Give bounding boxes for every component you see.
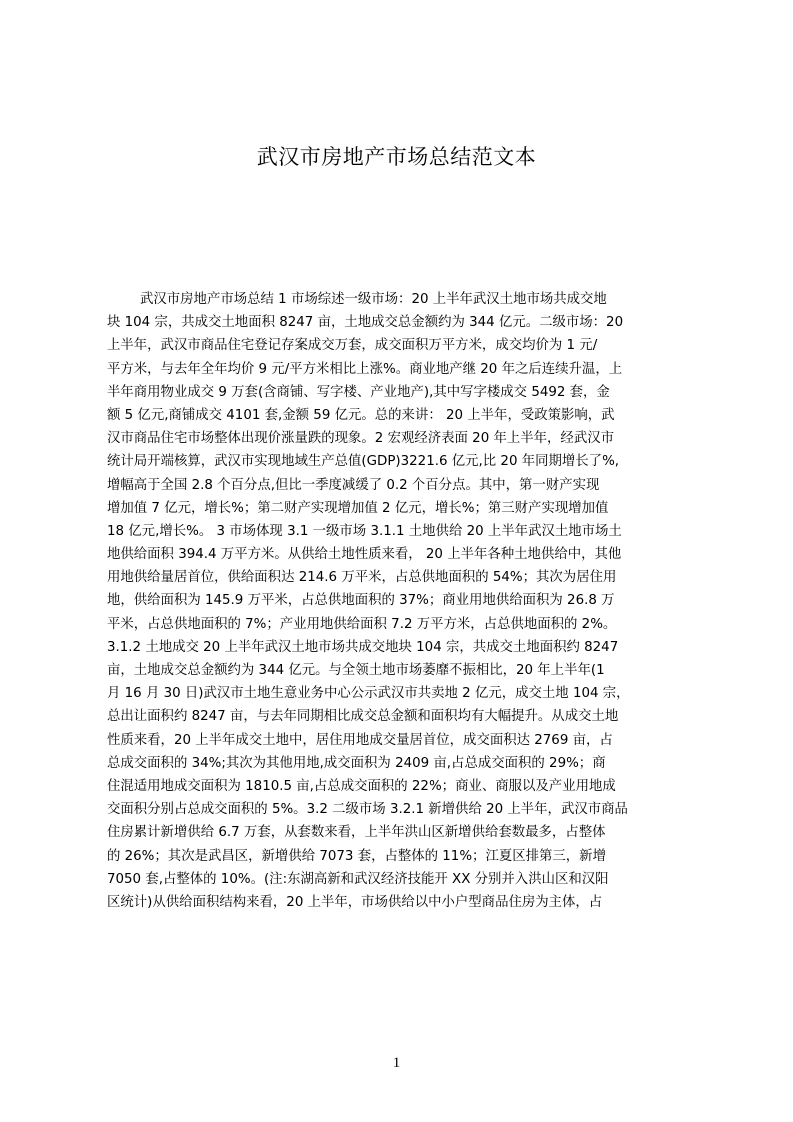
text-line: 性质来看，20 上半年成交土地中，居住用地成交量居首位，成交面积达 2769 亩，占 <box>107 732 613 748</box>
text-line: 地，供给面积为 145.9 万平米，占总供地面积的 37%；商业用地供给面积为 26.8 万 <box>107 593 615 609</box>
text-line: 额 5 亿元,商铺成交 4101 套,金额 59 亿元。总的来讲： 20 上半年，受政策影响，武 <box>107 407 615 423</box>
text-line: 7050 套,占整体的 10%。(注:东湖高新和武汉经济技能开 XX 分别并入洪山区和汉阳 <box>107 871 609 887</box>
text-line: 用地供给量居首位，供给面积达 214.6 万平米，占总供地面积的 54%；其次为居住用 <box>107 570 617 586</box>
text-line: 交面积分别占总成交面积的 5%。3.2 二级市场 3.2.1 新增供给 20 上半年，武汉市商品 <box>107 802 628 818</box>
text-line: 半年商用物业成交 9 万套(含商铺、写字楼、产业地产),其中写字楼成交 5492 套，金 <box>107 384 610 400</box>
body-paragraph <box>107 288 697 910</box>
text-line: 3.1.2 土地成交 20 上半年武汉土地市场共成交地块 104 宗，共成交土地面积约 8247 <box>107 639 619 655</box>
text-line: 总成交面积的 34%;其次为其他用地,成交面积为 2409 亩,占总成交面积的 29%；商 <box>107 755 606 771</box>
text-line: 武汉市房地产市场总结 1 市场综述一级市场：20 上半年武汉土地市场共成交地 <box>140 292 607 307</box>
text-line: 平米，占总供地面积的 7%；产业用地供给面积 7.2 万平方米，占总供地面积的 2%。 <box>107 616 617 632</box>
text-line: 区统计)从供给面积结构来看，20 上半年，市场供给以中小户型商品住房为主体，占 <box>107 894 603 910</box>
text-line: 汉市商品住宅市场整体出现价涨量跌的现象。2 宏观经济表面 20 年上半年，经武汉市 <box>107 431 614 447</box>
text-line: 住房累计新增供给 6.7 万套，从套数来看，上半年洪山区新增供给套数最多，占整体 <box>107 825 606 841</box>
page-title: 武汉市房地产市场总结范文本 <box>256 145 537 169</box>
text-line: 亩，土地成交总金额约为 344 亿元。与全领土地市场萎靡不振相比，20 年上半年(1 <box>107 663 605 678</box>
text-line: 增加值 7 亿元，增长%；第二财产实现增加值 2 亿元，增长%；第三财产实现增加值 <box>107 500 609 516</box>
text-line: 18 亿元,增长%。 3 市场体现 3.1 一级市场 3.1.1 土地供给 20 上半年武汉土地市场土 <box>107 523 622 539</box>
text-line: 地供给面积 394.4 万平方米。从供给土地性质来看， 20 上半年各种土地供给中，其他 <box>107 547 622 563</box>
text-line: 增幅高于全国 2.8 个百分点,但比一季度减缓了 0.2 个百分点。其中，第一财产实现 <box>107 477 600 493</box>
text-line: 月 16 月 30 日)武汉市土地生意业务中心公示武汉市共卖地 2 亿元，成交土地 104 宗， <box>107 686 630 702</box>
text-line: 平方米，与去年全年均价 9 元/平方米相比上涨%。商业地产继 20 年之后连续升温，上 <box>107 361 623 377</box>
text-line: 总出让面积约 8247 亩，与去年同期相比成交总金额和面积均有大幅提升。从成交土地 <box>107 709 619 725</box>
text-line: 统计局开端核算，武汉市实现地域生产总值(GDP)3221.6 亿元,比 20 年同期增长了%, <box>107 454 620 470</box>
text-line: 上半年，武汉市商品住宅登记存案成交万套，成交面积万平方米，成交均价为 1 元/ <box>107 338 598 354</box>
page-number: 1 <box>392 1055 401 1071</box>
text-line: 的 26%；其次是武昌区，新增供给 7073 套，占整体的 11%；江夏区排第三，新增 <box>107 848 606 864</box>
text-line: 块 104 宗，共成交土地面积 8247 亩，土地成交总金额约为 344 亿元。二级市场：20 <box>107 315 624 331</box>
text-line: 住混适用地成交面积为 1810.5 亩,占总成交面积的 22%；商业、商服以及产业用地成 <box>107 778 616 794</box>
